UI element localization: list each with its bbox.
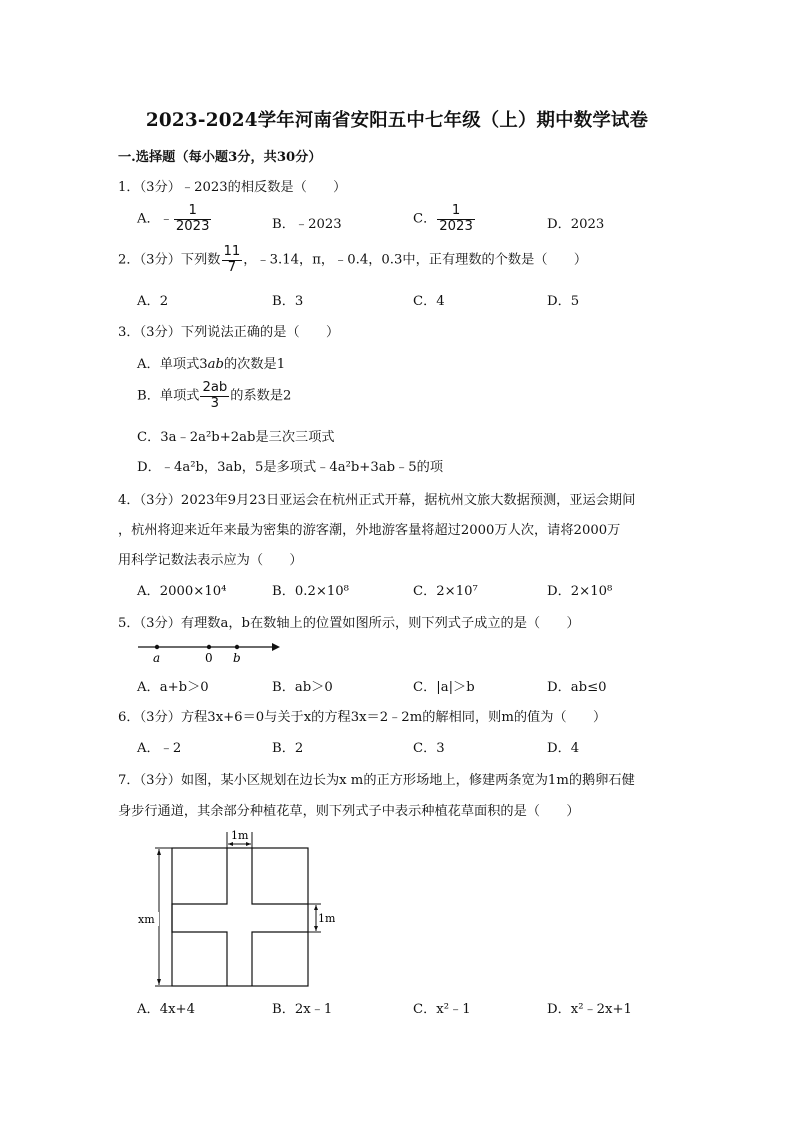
outer-square [172, 848, 308, 986]
q1-option-b: B．﹣2023 [272, 217, 342, 232]
right-dim-arrow-bottom [314, 926, 318, 931]
q5-option-d: D．ab≤0 [547, 680, 607, 695]
left-dim-arrow-top [157, 849, 161, 855]
cross-path [172, 848, 308, 986]
q3-option-a: A．单项式3ab的次数是1 [137, 357, 286, 372]
question-4-line-2: ，杭州将迎来近年来最为密集的游客潮，外地游客量将超过2000万人次，请将2000万 [118, 523, 621, 538]
q7-option-a: A．4x+4 [137, 1002, 195, 1017]
label-zero: 0 [205, 651, 213, 665]
q7-option-d: D．x²﹣2x+1 [547, 1002, 632, 1017]
q3-option-d: D．﹣4a²b，3ab，5是多项式﹣4a²b+3ab﹣5的项 [137, 460, 444, 475]
q2-option-c: C．4 [413, 294, 445, 309]
q6-option-c: C．3 [413, 741, 445, 756]
q4-option-c: C．2×10⁷ [413, 584, 478, 599]
point-zero [207, 645, 211, 649]
question-4-line-3: 用科学记数法表示应为（ ） [118, 553, 303, 568]
q5-option-a: A．a+b＞0 [137, 680, 209, 695]
label-a: a [153, 651, 161, 665]
question-7-line-1: 7．（3分）如图，某小区规划在边长为x m的正方形场地上，修建两条宽为1m的鹅卵石健 [118, 773, 635, 788]
q7-option-c: C．x²﹣1 [413, 1002, 471, 1017]
q6-option-a: A．﹣2 [137, 741, 182, 756]
q3-option-b: B．单项式 $\frac{2ab}{3}$ 的系数是2 [137, 380, 292, 411]
page-title: 2023-2024学年河南省安阳五中七年级（上）期中数学试卷 [145, 110, 649, 131]
right-dim-label: 1m [318, 912, 335, 925]
q2-option-b: B．3 [272, 294, 304, 309]
label-b: b [233, 651, 241, 665]
left-dim-arrow-bottom [157, 979, 161, 985]
top-dim-arrow-right [246, 842, 251, 846]
q1-option-d: D．2023 [547, 217, 605, 232]
number-line-arrow [272, 643, 280, 651]
q7-option-b: B．2x﹣1 [272, 1002, 333, 1017]
question-6-stem: 6．（3分）方程3x+6＝0与关于x的方程3x＝2﹣2m的解相同，则m的值为（ ） [118, 710, 607, 725]
q2-option-d: D．5 [547, 294, 580, 309]
q5-option-b: B．ab＞0 [272, 680, 333, 695]
q2-option-a: A．2 [137, 294, 169, 309]
right-dim-arrow-top [314, 905, 318, 910]
question-1-stem: 1．（3分）﹣2023的相反数是（ ） [118, 180, 347, 195]
q4-option-d: D．2×10⁸ [547, 584, 613, 599]
question-2-stem: 2．（3分）下列数 $\frac{11}{7}$ ，﹣3.14，π，﹣0.4，0.3中，正有理数的个数是（ ） [118, 244, 588, 275]
question-7-line-2: 身步行通道，其余部分种植花草，则下列式子中表示种植花草面积的是（ ） [118, 804, 580, 819]
question-5-stem: 5．（3分）有理数a，b在数轴上的位置如图所示，则下列式子成立的是（ ） [118, 616, 580, 631]
q3-option-c: C．3a﹣2a²b+2ab是三次三项式 [137, 430, 335, 445]
q4-option-a: A．2000×10⁴ [137, 584, 227, 599]
top-dim-label: 1m [231, 829, 249, 842]
square-field-figure [135, 826, 335, 992]
q4-option-b: B．0.2×10⁸ [272, 584, 349, 599]
question-3-stem: 3．（3分）下列说法正确的是（ ） [118, 325, 340, 340]
q5-option-c: C．|a|＞b [413, 680, 475, 695]
q6-option-b: B．2 [272, 741, 304, 756]
left-dim-label: xm [138, 913, 155, 926]
top-dim-arrow-left [228, 842, 233, 846]
section-heading: 一.选择题（每小题3分，共30分） [118, 150, 322, 165]
number-line-figure [134, 638, 284, 666]
point-a [155, 645, 159, 649]
q6-option-d: D．4 [547, 741, 580, 756]
q1-option-a: A．﹣ $\frac{1}{2023}$ [137, 203, 210, 234]
q1-option-c: C． $\frac{1}{2023}$ [413, 203, 473, 234]
point-b [235, 645, 239, 649]
question-4-line-1: 4．（3分）2023年9月23日亚运会在杭州正式开幕，据杭州文旅大数据预测，亚运会期间 [118, 493, 636, 508]
